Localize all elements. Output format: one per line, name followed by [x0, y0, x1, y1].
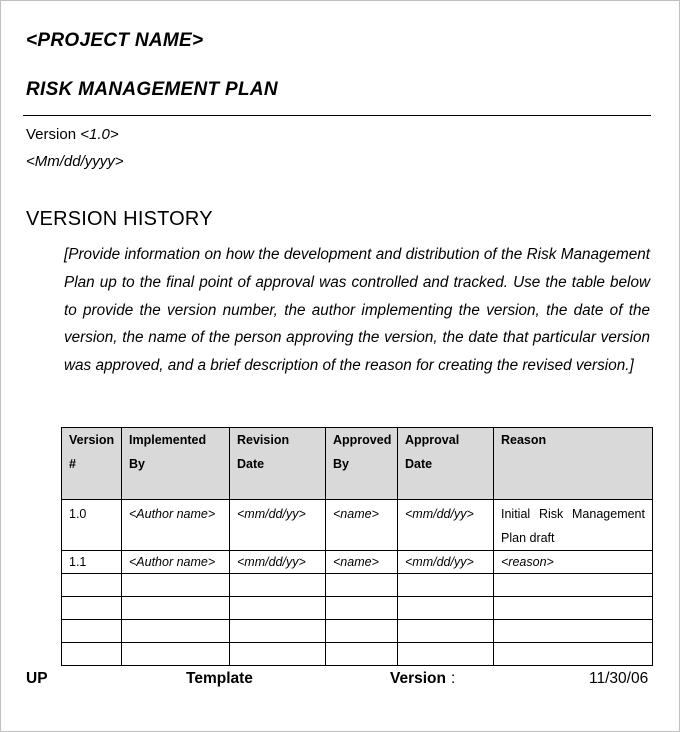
table-header-row	[62, 428, 653, 500]
version-line	[26, 126, 119, 143]
cell-version: 1.1	[62, 551, 122, 574]
table-row	[62, 643, 653, 666]
table-row	[62, 551, 653, 574]
table-row	[62, 500, 653, 551]
cell-approved-by: <name>	[326, 551, 398, 574]
header-implemented-by: Implemented By	[122, 428, 230, 500]
header-revision-date: Revision Date	[230, 428, 326, 500]
cell-reason: Initial Risk Management Plan draft	[494, 500, 653, 551]
footer-left: UP	[26, 670, 48, 687]
cell-reason	[494, 574, 653, 597]
cell-approved-by	[326, 597, 398, 620]
cell-revision-date: <mm/dd/yy>	[230, 500, 326, 551]
cell-revision-date	[230, 574, 326, 597]
cell-approval-date	[398, 574, 494, 597]
cell-approval-date	[398, 643, 494, 666]
cell-implemented-by: <Author name>	[122, 500, 230, 551]
cell-version	[62, 643, 122, 666]
cell-implemented-by	[122, 643, 230, 666]
document-date: <Mm/dd/yyyy>	[26, 153, 124, 170]
header-approved-by: Approved By	[326, 428, 398, 500]
cell-approved-by	[326, 643, 398, 666]
header-version: Version #	[62, 428, 122, 500]
cell-implemented-by	[122, 597, 230, 620]
cell-approval-date: <mm/dd/yy>	[398, 500, 494, 551]
document-title: RISK MANAGEMENT PLAN	[26, 79, 278, 100]
cell-version: 1.0	[62, 500, 122, 551]
table-row	[62, 620, 653, 643]
footer-version-label: Version	[390, 670, 446, 687]
cell-implemented-by	[122, 620, 230, 643]
header-approval-date: Approval Date	[398, 428, 494, 500]
cell-implemented-by: <Author name>	[122, 551, 230, 574]
cell-approval-date	[398, 597, 494, 620]
cell-approval-date	[398, 620, 494, 643]
cell-revision-date	[230, 643, 326, 666]
cell-implemented-by	[122, 574, 230, 597]
section-heading-version-history: VERSION HISTORY	[26, 208, 213, 230]
cell-approved-by	[326, 620, 398, 643]
header-reason: Reason	[494, 428, 653, 500]
cell-reason	[494, 597, 653, 620]
instructions-paragraph: [Provide information on how the development and distribution of the Risk Management Plan up to the final point of approval was controlled and tracked. Use the table below to provide the version number, the author implementing the version, the date of the version, the name of the person approving the version, the date that particular version was approved, and a brief description of the reason for creating the revised version.]	[64, 246, 650, 375]
table-row	[62, 597, 653, 620]
cell-revision-date	[230, 597, 326, 620]
title-divider	[23, 115, 651, 116]
cell-approval-date: <mm/dd/yy>	[398, 551, 494, 574]
version-history-table	[61, 427, 653, 666]
footer-template: Template	[186, 670, 253, 687]
footer-version-colon: :	[451, 670, 456, 687]
footer-date: 11/30/06	[589, 670, 649, 687]
cell-version	[62, 597, 122, 620]
cell-reason: <reason>	[494, 551, 653, 574]
table-row	[62, 574, 653, 597]
project-name: <PROJECT NAME>	[26, 30, 204, 51]
cell-version	[62, 574, 122, 597]
cell-reason	[494, 643, 653, 666]
cell-version	[62, 620, 122, 643]
cell-approved-by: <name>	[326, 500, 398, 551]
version-label: Version	[26, 126, 77, 143]
cell-revision-date	[230, 620, 326, 643]
version-value: <1.0>	[80, 126, 119, 143]
cell-approved-by	[326, 574, 398, 597]
cell-revision-date: <mm/dd/yy>	[230, 551, 326, 574]
page-footer	[0, 670, 680, 690]
cell-reason	[494, 620, 653, 643]
